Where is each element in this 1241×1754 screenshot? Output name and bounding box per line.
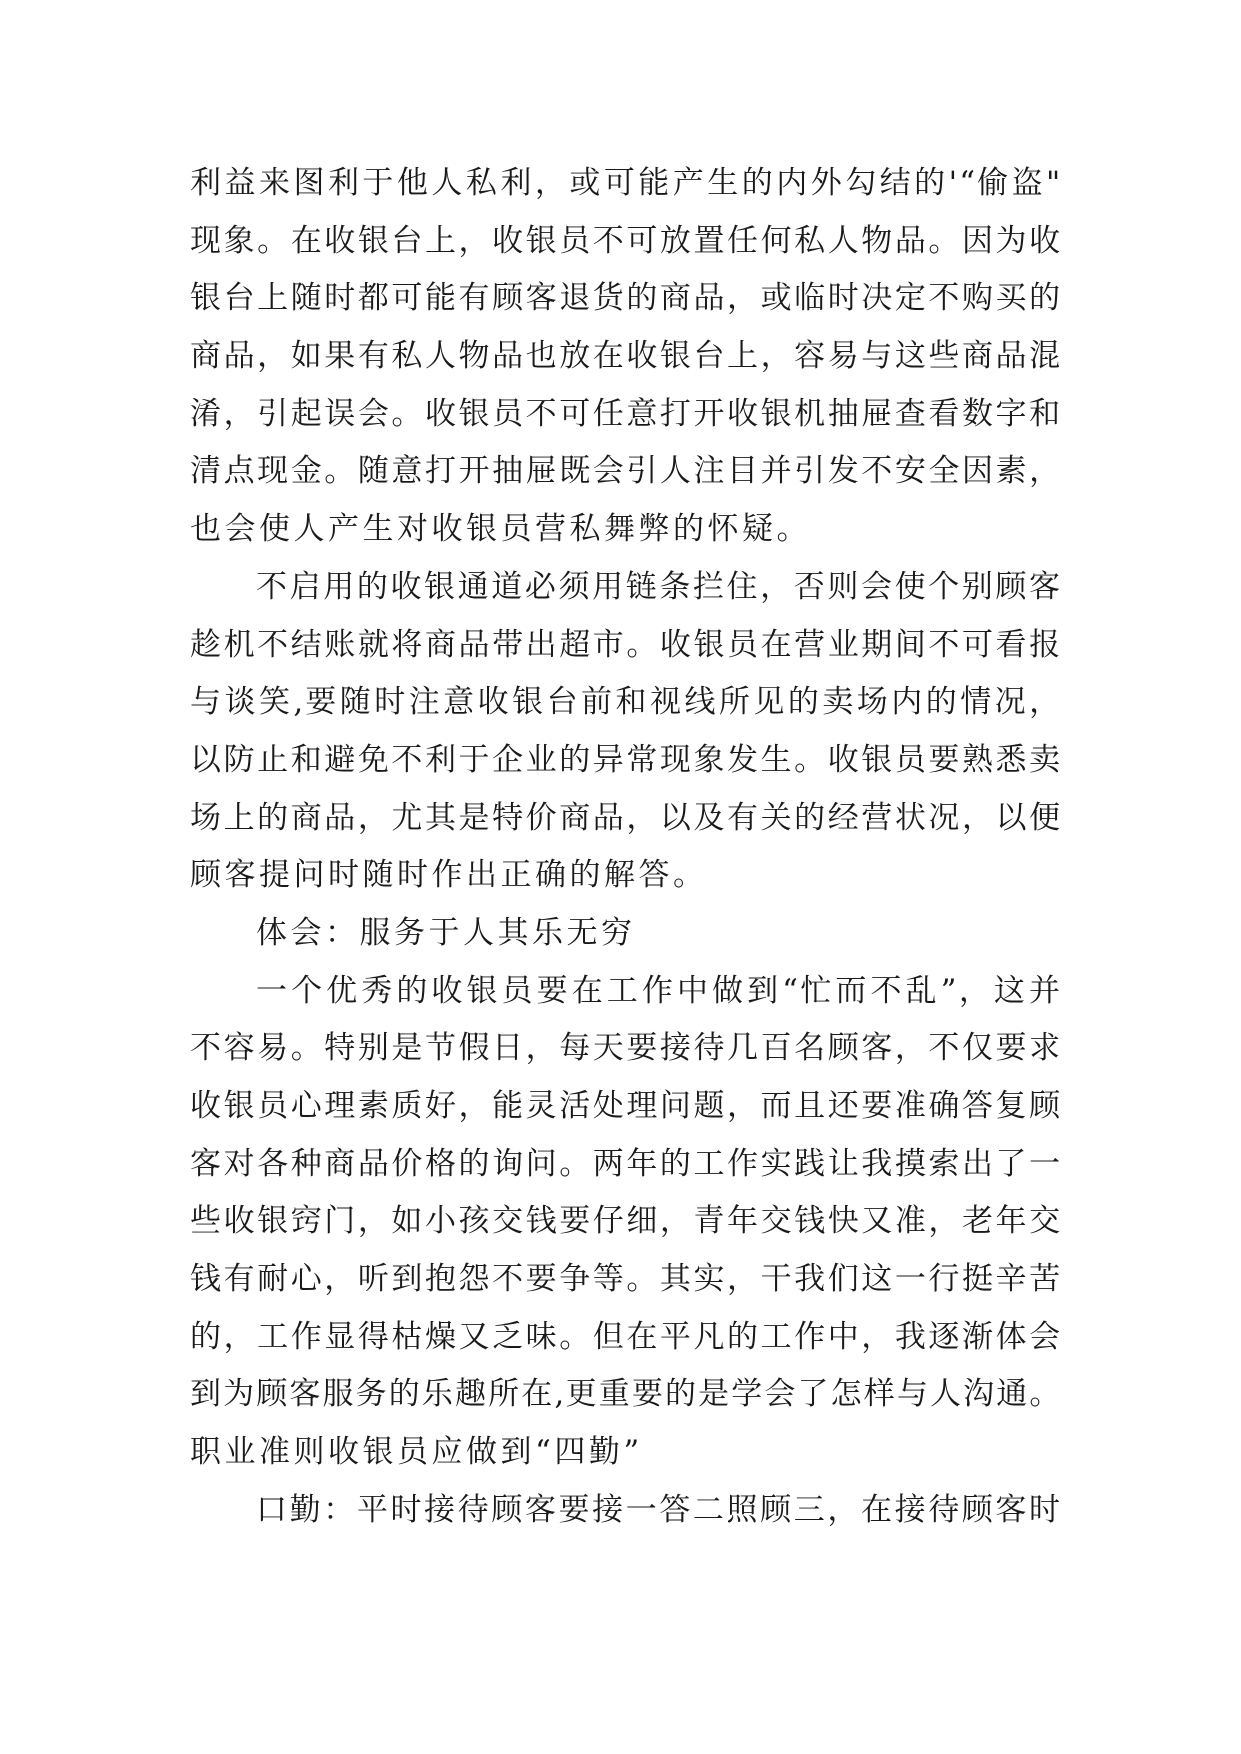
text-line: 口 勤 ： 平 时 接 待 顾 客 要 接 一 答 二 照 顾 三 ， 在 接 待 顾 客 时: [256, 1491, 1060, 1528]
text-line: 以 防 止 和 避 免 不 利 于 企 业 的 异 常 现 象 发 生 。 收 银 员 要 熟 悉 卖: [190, 741, 1060, 778]
text-line: 清 点 现 金 。 随 意 打 开 抽 屉 既 会 引 人 注 目 并 引 发 不 安 全 因 素 ，: [190, 453, 1060, 490]
text-line: 场 上 的 商 品 ， 尤 其 是 特 价 商 品 ， 以 及 有 关 的 经 营 状 况 ， 以 便: [190, 799, 1060, 836]
body-text: [190, 155, 1060, 1540]
text-line: 不 启 用 的 收 银 通 道 必 须 用 链 条 拦 住 ， 否 则 会 使 个 别 顾 客: [256, 568, 1060, 605]
text-line: 的 ， 工 作 显 得 枯 燥 又 乏 味 。 但 在 平 凡 的 工 作 中 ， 我 逐 渐 体 会: [190, 1318, 1060, 1355]
text-line: 到 为 顾 客 服 务 的 乐 趣 所 在 , 更 重 要 的 是 学 会 了 怎 样 与 人 沟 通 。: [190, 1376, 1060, 1413]
text-line: 利 益 来 图 利 于 他 人 私 利 ， 或 可 能 产 生 的 内 外 勾 结 的 ' “ 偷 盗 ": [190, 165, 1060, 201]
text-line: 体会：服务于人其乐无穷: [256, 914, 636, 951]
text-line: 商 品 ， 如 果 有 私 人 物 品 也 放 在 收 银 台 上 ， 容 易 与 这 些 商 品 混: [190, 338, 1060, 375]
text-line: 钱 有 耐 心 ， 听 到 抱 怨 不 要 争 等 。 其 实 ， 干 我 们 这 一 行 挺 辛 苦: [190, 1261, 1060, 1298]
text-line: 些 收 银 窍 门 ， 如 小 孩 交 钱 要 仔 细 ， 青 年 交 钱 快 又 准 ， 老 年 交: [190, 1203, 1060, 1240]
text-line: 收 银 员 心 理 素 质 好 ， 能 灵 活 处 理 问 题 ， 而 且 还 要 准 确 答 复 顾: [190, 1088, 1060, 1124]
text-line: 一 个 优 秀 的 收 银 员 要 在 工 作 中 做 到 “ 忙 而 不 乱 ” ， 这 并: [256, 972, 1060, 1009]
text-line: 职业准则收银员应做到“四勤”: [190, 1434, 643, 1471]
text-line: 客 对 各 种 商 品 价 格 的 询 问 。 两 年 的 工 作 实 践 让 我 摸 索 出 了 一: [190, 1145, 1060, 1182]
text-line: 银 台 上 随 时 都 可 能 有 顾 客 退 货 的 商 品 ， 或 临 时 决 定 不 购 买 的: [190, 280, 1060, 317]
text-line: 淆 ， 引 起 误 会 。 收 银 员 不 可 任 意 打 开 收 银 机 抽 屉 查 看 数 字 和: [190, 395, 1060, 432]
text-line: 趁 机 不 结 账 就 将 商 品 带 出 超 市 。 收 银 员 在 营 业 期 间 不 可 看 报: [190, 626, 1060, 663]
text-line: 与 谈 笑 , 要 随 时 注 意 收 银 台 前 和 视 线 所 见 的 卖 场 内 的 情 况 ，: [190, 684, 1060, 721]
text-line: 顾客提问时随时作出正确的解答。: [190, 857, 708, 894]
text-line: 不 容 易 。 特 别 是 节 假 日 ， 每 天 要 接 待 几 百 名 顾 客 ， 不 仅 要 求: [190, 1030, 1060, 1067]
text-line: 现 象 。 在 收 银 台 上 ， 收 银 员 不 可 放 置 任 何 私 人 物 品 。 因 为 收: [190, 222, 1060, 259]
text-line: 也会使人产生对收银员营私舞弊的怀疑。: [190, 511, 811, 548]
